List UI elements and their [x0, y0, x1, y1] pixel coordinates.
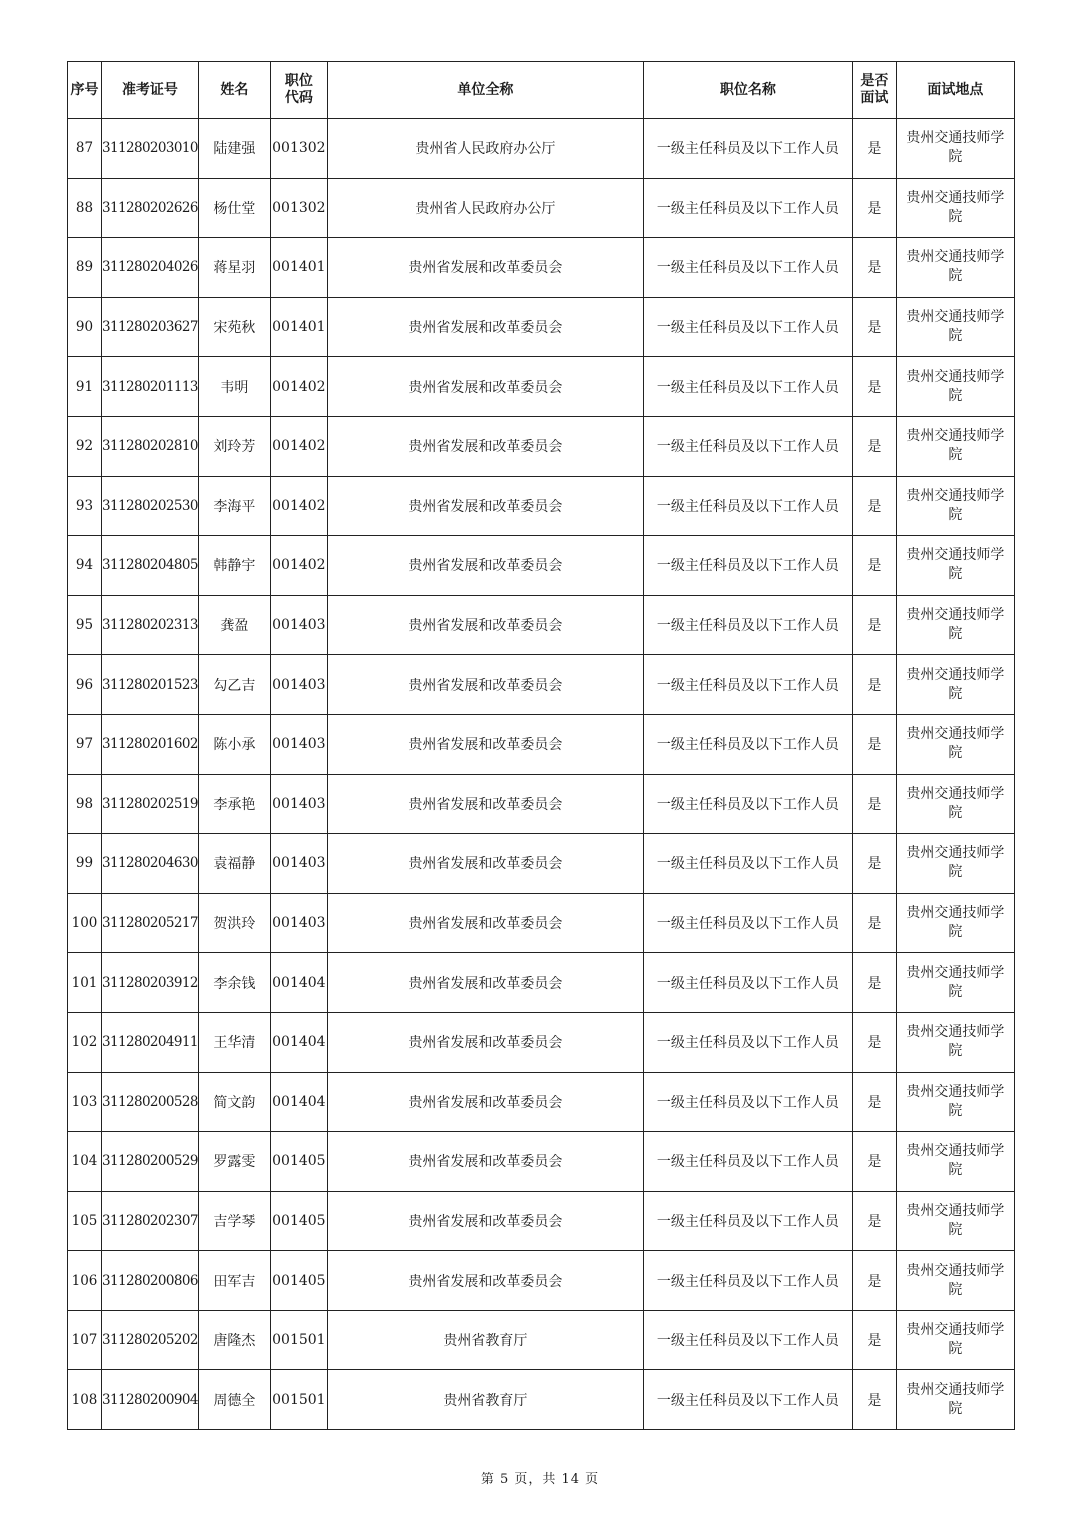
table-row: [68, 1072, 1015, 1132]
page-footer: 第 5 页，共 14 页: [480, 1472, 600, 1487]
cell-unit: 贵州省发展和改革委员会: [327, 1012, 643, 1072]
table-row: [68, 238, 1015, 298]
cell-exam-id: 311280202519: [102, 774, 199, 834]
cell-interview: 是: [852, 1191, 896, 1251]
cell-location: 贵州交通技师学院: [896, 357, 1014, 417]
header-interview: 是否 面试: [852, 62, 896, 119]
cell-seq: 96: [68, 655, 102, 715]
cell-unit: 贵州省教育厅: [327, 1370, 643, 1430]
cell-name: 李承艳: [198, 774, 270, 834]
cell-pos-code: 001402: [270, 476, 327, 536]
cell-interview: 是: [852, 238, 896, 298]
cell-position: 一级主任科员及以下工作人员: [643, 119, 852, 179]
cell-exam-id: 311280204805: [102, 536, 199, 596]
cell-interview: 是: [852, 416, 896, 476]
cell-location: 贵州交通技师学院: [896, 238, 1014, 298]
cell-exam-id: 311280201113: [102, 357, 199, 417]
cell-exam-id: 311280202313: [102, 595, 199, 655]
cell-seq: 108: [68, 1370, 102, 1430]
cell-unit: 贵州省发展和改革委员会: [327, 714, 643, 774]
header-exam-id: 准考证号: [102, 62, 199, 119]
cell-unit: 贵州省发展和改革委员会: [327, 416, 643, 476]
cell-seq: 107: [68, 1310, 102, 1370]
cell-name: 王华清: [198, 1012, 270, 1072]
cell-name: 李海平: [198, 476, 270, 536]
cell-pos-code: 001501: [270, 1370, 327, 1430]
cell-location: 贵州交通技师学院: [896, 893, 1014, 953]
cell-interview: 是: [852, 1012, 896, 1072]
cell-pos-code: 001403: [270, 655, 327, 715]
cell-seq: 105: [68, 1191, 102, 1251]
cell-location: 贵州交通技师学院: [896, 178, 1014, 238]
cell-position: 一级主任科员及以下工作人员: [643, 1012, 852, 1072]
cell-seq: 93: [68, 476, 102, 536]
cell-name: 唐隆杰: [198, 1310, 270, 1370]
cell-location: 贵州交通技师学院: [896, 1012, 1014, 1072]
cell-name: 刘玲芳: [198, 416, 270, 476]
cell-position: 一级主任科员及以下工作人员: [643, 1191, 852, 1251]
cell-position: 一级主任科员及以下工作人员: [643, 1072, 852, 1132]
cell-pos-code: 001403: [270, 834, 327, 894]
cell-position: 一级主任科员及以下工作人员: [643, 178, 852, 238]
cell-exam-id: 311280200529: [102, 1132, 199, 1192]
cell-location: 贵州交通技师学院: [896, 714, 1014, 774]
cell-pos-code: 001405: [270, 1251, 327, 1311]
cell-seq: 88: [68, 178, 102, 238]
cell-seq: 103: [68, 1072, 102, 1132]
cell-pos-code: 001403: [270, 893, 327, 953]
cell-location: 贵州交通技师学院: [896, 119, 1014, 179]
cell-position: 一级主任科员及以下工作人员: [643, 714, 852, 774]
cell-pos-code: 001401: [270, 297, 327, 357]
cell-unit: 贵州省发展和改革委员会: [327, 357, 643, 417]
cell-interview: 是: [852, 595, 896, 655]
cell-position: 一级主任科员及以下工作人员: [643, 595, 852, 655]
cell-interview: 是: [852, 893, 896, 953]
cell-seq: 99: [68, 834, 102, 894]
cell-position: 一级主任科员及以下工作人员: [643, 357, 852, 417]
cell-unit: 贵州省人民政府办公厅: [327, 178, 643, 238]
cell-position: 一级主任科员及以下工作人员: [643, 238, 852, 298]
cell-seq: 101: [68, 953, 102, 1013]
header-pos-code: 职位 代码: [270, 62, 327, 119]
cell-unit: 贵州省教育厅: [327, 1310, 643, 1370]
cell-position: 一级主任科员及以下工作人员: [643, 476, 852, 536]
cell-position: 一级主任科员及以下工作人员: [643, 1251, 852, 1311]
cell-position: 一级主任科员及以下工作人员: [643, 536, 852, 596]
cell-exam-id: 311280205217: [102, 893, 199, 953]
table-row: [68, 1310, 1015, 1370]
cell-location: 贵州交通技师学院: [896, 953, 1014, 1013]
cell-interview: 是: [852, 714, 896, 774]
table-row: [68, 416, 1015, 476]
cell-seq: 97: [68, 714, 102, 774]
cell-pos-code: 001401: [270, 238, 327, 298]
cell-unit: 贵州省发展和改革委员会: [327, 595, 643, 655]
cell-unit: 贵州省人民政府办公厅: [327, 119, 643, 179]
cell-name: 陈小承: [198, 714, 270, 774]
cell-seq: 92: [68, 416, 102, 476]
cell-name: 吉学琴: [198, 1191, 270, 1251]
cell-unit: 贵州省发展和改革委员会: [327, 1132, 643, 1192]
cell-location: 贵州交通技师学院: [896, 297, 1014, 357]
cell-interview: 是: [852, 1370, 896, 1430]
cell-seq: 89: [68, 238, 102, 298]
cell-seq: 100: [68, 893, 102, 953]
cell-exam-id: 311280203010: [102, 119, 199, 179]
cell-location: 贵州交通技师学院: [896, 1191, 1014, 1251]
cell-name: 陆建强: [198, 119, 270, 179]
cell-pos-code: 001404: [270, 1012, 327, 1072]
cell-name: 罗露雯: [198, 1132, 270, 1192]
table-row: [68, 536, 1015, 596]
cell-interview: 是: [852, 953, 896, 1013]
cell-unit: 贵州省发展和改革委员会: [327, 1251, 643, 1311]
cell-position: 一级主任科员及以下工作人员: [643, 655, 852, 715]
table-row: [68, 834, 1015, 894]
cell-unit: 贵州省发展和改革委员会: [327, 1072, 643, 1132]
cell-location: 贵州交通技师学院: [896, 595, 1014, 655]
cell-pos-code: 001405: [270, 1191, 327, 1251]
cell-name: 袁福静: [198, 834, 270, 894]
cell-position: 一级主任科员及以下工作人员: [643, 893, 852, 953]
header-row: [68, 62, 1015, 119]
cell-exam-id: 311280204026: [102, 238, 199, 298]
cell-unit: 贵州省发展和改革委员会: [327, 1191, 643, 1251]
cell-unit: 贵州省发展和改革委员会: [327, 774, 643, 834]
cell-name: 贺洪玲: [198, 893, 270, 953]
cell-unit: 贵州省发展和改革委员会: [327, 536, 643, 596]
cell-location: 贵州交通技师学院: [896, 774, 1014, 834]
cell-exam-id: 311280201523: [102, 655, 199, 715]
cell-exam-id: 311280204630: [102, 834, 199, 894]
cell-position: 一级主任科员及以下工作人员: [643, 774, 852, 834]
cell-exam-id: 311280201602: [102, 714, 199, 774]
table-row: [68, 1132, 1015, 1192]
cell-pos-code: 001302: [270, 119, 327, 179]
cell-seq: 94: [68, 536, 102, 596]
cell-pos-code: 001403: [270, 714, 327, 774]
candidate-table: [67, 61, 1015, 1430]
cell-unit: 贵州省发展和改革委员会: [327, 953, 643, 1013]
cell-exam-id: 311280203912: [102, 953, 199, 1013]
table-row: [68, 774, 1015, 834]
cell-interview: 是: [852, 536, 896, 596]
cell-seq: 91: [68, 357, 102, 417]
cell-location: 贵州交通技师学院: [896, 1251, 1014, 1311]
table-row: [68, 297, 1015, 357]
cell-interview: 是: [852, 357, 896, 417]
cell-interview: 是: [852, 178, 896, 238]
table-row: [68, 953, 1015, 1013]
cell-pos-code: 001501: [270, 1310, 327, 1370]
table-row: [68, 1191, 1015, 1251]
header-unit: 单位全称: [327, 62, 643, 119]
cell-unit: 贵州省发展和改革委员会: [327, 655, 643, 715]
cell-position: 一级主任科员及以下工作人员: [643, 1132, 852, 1192]
cell-unit: 贵州省发展和改革委员会: [327, 834, 643, 894]
cell-position: 一级主任科员及以下工作人员: [643, 297, 852, 357]
cell-pos-code: 001404: [270, 1072, 327, 1132]
cell-exam-id: 311280202530: [102, 476, 199, 536]
table-row: [68, 595, 1015, 655]
table-row: [68, 655, 1015, 715]
cell-seq: 90: [68, 297, 102, 357]
cell-pos-code: 001404: [270, 953, 327, 1013]
cell-seq: 102: [68, 1012, 102, 1072]
cell-interview: 是: [852, 1132, 896, 1192]
cell-name: 蒋星羽: [198, 238, 270, 298]
cell-exam-id: 311280202626: [102, 178, 199, 238]
cell-seq: 106: [68, 1251, 102, 1311]
cell-exam-id: 311280202307: [102, 1191, 199, 1251]
table-row: [68, 1251, 1015, 1311]
cell-pos-code: 001302: [270, 178, 327, 238]
cell-location: 贵州交通技师学院: [896, 1132, 1014, 1192]
cell-position: 一级主任科员及以下工作人员: [643, 416, 852, 476]
cell-location: 贵州交通技师学院: [896, 655, 1014, 715]
cell-interview: 是: [852, 119, 896, 179]
cell-name: 韦明: [198, 357, 270, 417]
cell-location: 贵州交通技师学院: [896, 476, 1014, 536]
header-seq: 序号: [68, 62, 102, 119]
cell-name: 宋苑秋: [198, 297, 270, 357]
cell-position: 一级主任科员及以下工作人员: [643, 953, 852, 1013]
header-name: 姓名: [198, 62, 270, 119]
cell-pos-code: 001402: [270, 416, 327, 476]
cell-location: 贵州交通技师学院: [896, 834, 1014, 894]
table-row: [68, 119, 1015, 179]
cell-name: 韩静宇: [198, 536, 270, 596]
cell-pos-code: 001402: [270, 536, 327, 596]
cell-position: 一级主任科员及以下工作人员: [643, 834, 852, 894]
cell-interview: 是: [852, 834, 896, 894]
cell-location: 贵州交通技师学院: [896, 1310, 1014, 1370]
cell-exam-id: 311280200528: [102, 1072, 199, 1132]
cell-pos-code: 001402: [270, 357, 327, 417]
cell-name: 杨仕堂: [198, 178, 270, 238]
cell-unit: 贵州省发展和改革委员会: [327, 238, 643, 298]
cell-pos-code: 001405: [270, 1132, 327, 1192]
cell-seq: 104: [68, 1132, 102, 1192]
cell-exam-id: 311280200904: [102, 1370, 199, 1430]
cell-seq: 95: [68, 595, 102, 655]
cell-location: 贵州交通技师学院: [896, 1072, 1014, 1132]
header-location: 面试地点: [896, 62, 1014, 119]
cell-location: 贵州交通技师学院: [896, 416, 1014, 476]
cell-seq: 98: [68, 774, 102, 834]
cell-seq: 87: [68, 119, 102, 179]
cell-name: 周德全: [198, 1370, 270, 1430]
cell-interview: 是: [852, 1072, 896, 1132]
cell-exam-id: 311280200806: [102, 1251, 199, 1311]
cell-position: 一级主任科员及以下工作人员: [643, 1310, 852, 1370]
cell-interview: 是: [852, 297, 896, 357]
cell-pos-code: 001403: [270, 595, 327, 655]
cell-interview: 是: [852, 655, 896, 715]
table-row: [68, 893, 1015, 953]
table-row: [68, 1012, 1015, 1072]
table-row: [68, 357, 1015, 417]
cell-interview: 是: [852, 774, 896, 834]
cell-name: 李余钱: [198, 953, 270, 1013]
cell-interview: 是: [852, 476, 896, 536]
header-position: 职位名称: [643, 62, 852, 119]
cell-name: 简文韵: [198, 1072, 270, 1132]
cell-exam-id: 311280204911: [102, 1012, 199, 1072]
cell-pos-code: 001403: [270, 774, 327, 834]
cell-unit: 贵州省发展和改革委员会: [327, 297, 643, 357]
cell-interview: 是: [852, 1310, 896, 1370]
cell-name: 田军吉: [198, 1251, 270, 1311]
cell-exam-id: 311280203627: [102, 297, 199, 357]
cell-location: 贵州交通技师学院: [896, 1370, 1014, 1430]
cell-interview: 是: [852, 1251, 896, 1311]
table-row: [68, 714, 1015, 774]
table-row: [68, 178, 1015, 238]
cell-exam-id: 311280202810: [102, 416, 199, 476]
cell-position: 一级主任科员及以下工作人员: [643, 1370, 852, 1430]
cell-unit: 贵州省发展和改革委员会: [327, 476, 643, 536]
cell-name: 龚盈: [198, 595, 270, 655]
table-row: [68, 1370, 1015, 1430]
table-row: [68, 476, 1015, 536]
cell-location: 贵州交通技师学院: [896, 536, 1014, 596]
cell-exam-id: 311280205202: [102, 1310, 199, 1370]
cell-name: 勾乙吉: [198, 655, 270, 715]
cell-unit: 贵州省发展和改革委员会: [327, 893, 643, 953]
